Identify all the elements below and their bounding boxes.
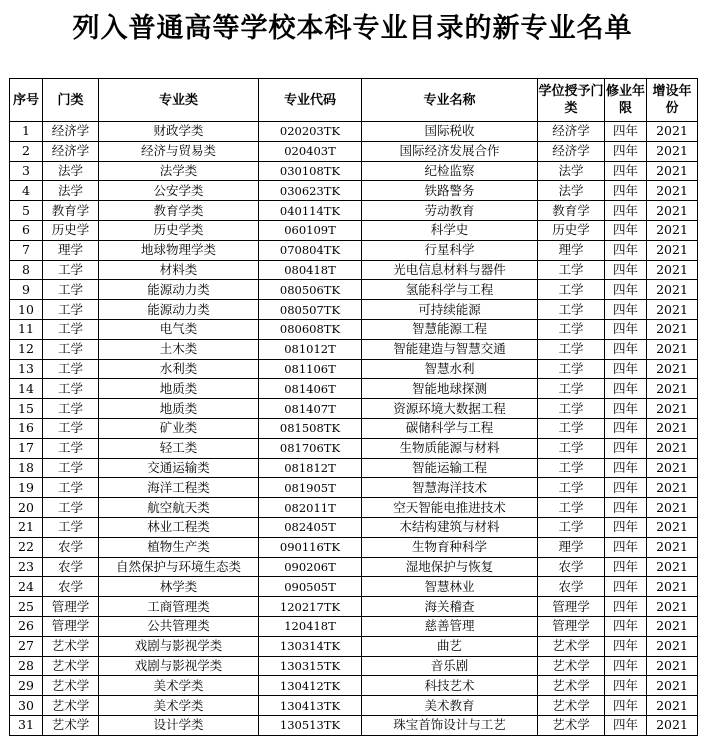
header-duration: 修业年限 <box>605 79 647 122</box>
cell-year-added: 2021 <box>647 181 698 201</box>
cell-major-code: 081106T <box>259 359 362 379</box>
cell-year-added: 2021 <box>647 339 698 359</box>
table-row <box>10 577 698 597</box>
cell-major-code: 090505T <box>259 577 362 597</box>
cell-degree-category: 管理学 <box>538 616 605 636</box>
cell-index: 4 <box>10 181 43 201</box>
cell-degree-category: 工学 <box>538 498 605 518</box>
cell-category: 工学 <box>43 319 99 339</box>
cell-degree-category: 经济学 <box>538 141 605 161</box>
cell-major-code: 080507TK <box>259 300 362 320</box>
cell-major-name: 纪检监察 <box>362 161 538 181</box>
cell-major-name: 国际经济发展合作 <box>362 141 538 161</box>
cell-index: 20 <box>10 498 43 518</box>
table-row <box>10 458 698 478</box>
cell-category: 工学 <box>43 418 99 438</box>
cell-index: 9 <box>10 280 43 300</box>
cell-duration: 四年 <box>605 300 647 320</box>
cell-year-added: 2021 <box>647 359 698 379</box>
cell-year-added: 2021 <box>647 478 698 498</box>
cell-year-added: 2021 <box>647 399 698 419</box>
cell-year-added: 2021 <box>647 141 698 161</box>
cell-major-code: 090206T <box>259 557 362 577</box>
table-row <box>10 597 698 617</box>
cell-duration: 四年 <box>605 597 647 617</box>
header-major-class: 专业类 <box>99 79 259 122</box>
cell-major-class: 工商管理类 <box>99 597 259 617</box>
cell-duration: 四年 <box>605 161 647 181</box>
cell-major-class: 轻工类 <box>99 438 259 458</box>
cell-degree-category: 经济学 <box>538 122 605 142</box>
cell-duration: 四年 <box>605 201 647 221</box>
table-row <box>10 339 698 359</box>
cell-major-name: 智能地球探测 <box>362 379 538 399</box>
cell-degree-category: 历史学 <box>538 220 605 240</box>
cell-major-class: 地质类 <box>99 379 259 399</box>
cell-year-added: 2021 <box>647 280 698 300</box>
table-row <box>10 260 698 280</box>
cell-major-class: 矿业类 <box>99 418 259 438</box>
cell-degree-category: 工学 <box>538 478 605 498</box>
cell-duration: 四年 <box>605 696 647 716</box>
cell-major-name: 曲艺 <box>362 636 538 656</box>
cell-year-added: 2021 <box>647 438 698 458</box>
cell-category: 历史学 <box>43 220 99 240</box>
cell-duration: 四年 <box>605 359 647 379</box>
cell-year-added: 2021 <box>647 577 698 597</box>
cell-major-class: 设计学类 <box>99 715 259 735</box>
cell-duration: 四年 <box>605 220 647 240</box>
cell-category: 法学 <box>43 161 99 181</box>
cell-major-code: 080608TK <box>259 319 362 339</box>
cell-duration: 四年 <box>605 715 647 735</box>
cell-major-code: 081406T <box>259 379 362 399</box>
cell-major-code: 030108TK <box>259 161 362 181</box>
cell-year-added: 2021 <box>647 458 698 478</box>
cell-category: 工学 <box>43 458 99 478</box>
cell-year-added: 2021 <box>647 418 698 438</box>
cell-year-added: 2021 <box>647 319 698 339</box>
cell-duration: 四年 <box>605 517 647 537</box>
cell-category: 理学 <box>43 240 99 260</box>
cell-major-name: 智慧林业 <box>362 577 538 597</box>
cell-degree-category: 理学 <box>538 240 605 260</box>
cell-year-added: 2021 <box>647 656 698 676</box>
cell-major-code: 130412TK <box>259 676 362 696</box>
cell-degree-category: 理学 <box>538 537 605 557</box>
cell-major-class: 能源动力类 <box>99 280 259 300</box>
major-list-table <box>9 78 698 736</box>
cell-index: 1 <box>10 122 43 142</box>
cell-degree-category: 艺术学 <box>538 715 605 735</box>
table-row <box>10 478 698 498</box>
cell-category: 农学 <box>43 577 99 597</box>
cell-major-class: 电气类 <box>99 319 259 339</box>
cell-major-code: 130513TK <box>259 715 362 735</box>
cell-duration: 四年 <box>605 240 647 260</box>
cell-degree-category: 工学 <box>538 517 605 537</box>
cell-major-class: 林学类 <box>99 577 259 597</box>
cell-duration: 四年 <box>605 498 647 518</box>
cell-major-class: 经济与贸易类 <box>99 141 259 161</box>
cell-major-name: 智慧海洋技术 <box>362 478 538 498</box>
header-year-added: 增设年份 <box>647 79 698 122</box>
cell-duration: 四年 <box>605 676 647 696</box>
cell-category: 工学 <box>43 478 99 498</box>
cell-duration: 四年 <box>605 339 647 359</box>
cell-major-name: 科技艺术 <box>362 676 538 696</box>
cell-degree-category: 教育学 <box>538 201 605 221</box>
cell-degree-category: 工学 <box>538 260 605 280</box>
header-category: 门类 <box>43 79 99 122</box>
cell-major-name: 慈善管理 <box>362 616 538 636</box>
cell-index: 10 <box>10 300 43 320</box>
cell-degree-category: 法学 <box>538 181 605 201</box>
table-row <box>10 122 698 142</box>
cell-year-added: 2021 <box>647 498 698 518</box>
cell-index: 30 <box>10 696 43 716</box>
cell-year-added: 2021 <box>647 122 698 142</box>
table-row <box>10 557 698 577</box>
cell-major-code: 081706TK <box>259 438 362 458</box>
cell-index: 28 <box>10 656 43 676</box>
cell-duration: 四年 <box>605 656 647 676</box>
cell-major-code: 081012T <box>259 339 362 359</box>
cell-duration: 四年 <box>605 379 647 399</box>
cell-major-name: 智能建造与智慧交通 <box>362 339 538 359</box>
cell-major-class: 美术学类 <box>99 676 259 696</box>
cell-category: 艺术学 <box>43 676 99 696</box>
cell-major-code: 080506TK <box>259 280 362 300</box>
cell-degree-category: 工学 <box>538 399 605 419</box>
cell-index: 22 <box>10 537 43 557</box>
table-row <box>10 438 698 458</box>
cell-major-class: 地质类 <box>99 399 259 419</box>
table-row <box>10 359 698 379</box>
cell-index: 12 <box>10 339 43 359</box>
cell-duration: 四年 <box>605 616 647 636</box>
cell-major-code: 082405T <box>259 517 362 537</box>
cell-degree-category: 艺术学 <box>538 676 605 696</box>
cell-index: 24 <box>10 577 43 597</box>
cell-category: 经济学 <box>43 141 99 161</box>
cell-major-name: 智慧水利 <box>362 359 538 379</box>
cell-year-added: 2021 <box>647 636 698 656</box>
table-row <box>10 181 698 201</box>
cell-major-class: 法学类 <box>99 161 259 181</box>
cell-degree-category: 工学 <box>538 438 605 458</box>
cell-year-added: 2021 <box>647 537 698 557</box>
cell-year-added: 2021 <box>647 517 698 537</box>
cell-category: 管理学 <box>43 616 99 636</box>
cell-degree-category: 工学 <box>538 418 605 438</box>
cell-degree-category: 工学 <box>538 300 605 320</box>
table-row <box>10 715 698 735</box>
cell-year-added: 2021 <box>647 616 698 636</box>
cell-index: 31 <box>10 715 43 735</box>
cell-major-name: 智慧能源工程 <box>362 319 538 339</box>
cell-index: 14 <box>10 379 43 399</box>
cell-category: 经济学 <box>43 122 99 142</box>
cell-category: 艺术学 <box>43 696 99 716</box>
cell-major-name: 生物质能源与材料 <box>362 438 538 458</box>
cell-major-name: 木结构建筑与材料 <box>362 517 538 537</box>
header-index: 序号 <box>10 79 43 122</box>
cell-major-class: 能源动力类 <box>99 300 259 320</box>
cell-major-name: 资源环境大数据工程 <box>362 399 538 419</box>
cell-degree-category: 工学 <box>538 339 605 359</box>
cell-major-class: 林业工程类 <box>99 517 259 537</box>
cell-major-class: 航空航天类 <box>99 498 259 518</box>
cell-index: 23 <box>10 557 43 577</box>
cell-year-added: 2021 <box>647 557 698 577</box>
table-row <box>10 656 698 676</box>
cell-duration: 四年 <box>605 418 647 438</box>
cell-index: 11 <box>10 319 43 339</box>
cell-duration: 四年 <box>605 478 647 498</box>
table-row <box>10 141 698 161</box>
cell-degree-category: 工学 <box>538 379 605 399</box>
cell-degree-category: 管理学 <box>538 597 605 617</box>
cell-major-name: 铁路警务 <box>362 181 538 201</box>
cell-year-added: 2021 <box>647 220 698 240</box>
cell-category: 工学 <box>43 260 99 280</box>
cell-major-code: 130315TK <box>259 656 362 676</box>
cell-major-code: 082011T <box>259 498 362 518</box>
table-row <box>10 616 698 636</box>
cell-duration: 四年 <box>605 577 647 597</box>
cell-major-name: 碳储科学与工程 <box>362 418 538 438</box>
cell-category: 工学 <box>43 280 99 300</box>
cell-year-added: 2021 <box>647 597 698 617</box>
cell-index: 2 <box>10 141 43 161</box>
cell-category: 艺术学 <box>43 656 99 676</box>
cell-year-added: 2021 <box>647 260 698 280</box>
cell-degree-category: 工学 <box>538 280 605 300</box>
cell-major-code: 070804TK <box>259 240 362 260</box>
cell-degree-category: 农学 <box>538 577 605 597</box>
cell-category: 工学 <box>43 359 99 379</box>
cell-index: 17 <box>10 438 43 458</box>
cell-category: 农学 <box>43 557 99 577</box>
cell-major-code: 130314TK <box>259 636 362 656</box>
header-major-name: 专业名称 <box>362 79 538 122</box>
cell-category: 工学 <box>43 438 99 458</box>
cell-major-code: 040114TK <box>259 201 362 221</box>
cell-year-added: 2021 <box>647 300 698 320</box>
cell-major-class: 教育学类 <box>99 201 259 221</box>
cell-year-added: 2021 <box>647 379 698 399</box>
cell-year-added: 2021 <box>647 161 698 181</box>
cell-duration: 四年 <box>605 122 647 142</box>
cell-duration: 四年 <box>605 557 647 577</box>
cell-category: 农学 <box>43 537 99 557</box>
cell-category: 艺术学 <box>43 636 99 656</box>
cell-degree-category: 艺术学 <box>538 656 605 676</box>
table-row <box>10 399 698 419</box>
table-row <box>10 498 698 518</box>
cell-major-name: 可持续能源 <box>362 300 538 320</box>
table-row <box>10 636 698 656</box>
table-row <box>10 240 698 260</box>
cell-major-code: 120418T <box>259 616 362 636</box>
cell-major-class: 戏剧与影视学类 <box>99 636 259 656</box>
table-header-row <box>10 79 698 122</box>
cell-major-code: 130413TK <box>259 696 362 716</box>
table-row <box>10 300 698 320</box>
cell-year-added: 2021 <box>647 696 698 716</box>
cell-major-name: 空天智能电推进技术 <box>362 498 538 518</box>
cell-index: 13 <box>10 359 43 379</box>
cell-major-name: 生物育种科学 <box>362 537 538 557</box>
cell-degree-category: 工学 <box>538 359 605 379</box>
cell-degree-category: 工学 <box>538 319 605 339</box>
cell-duration: 四年 <box>605 458 647 478</box>
cell-index: 6 <box>10 220 43 240</box>
cell-major-name: 珠宝首饰设计与工艺 <box>362 715 538 735</box>
cell-major-class: 公安学类 <box>99 181 259 201</box>
cell-index: 29 <box>10 676 43 696</box>
page-title: 列入普通高等学校本科专业目录的新专业名单 <box>72 13 633 44</box>
cell-degree-category: 艺术学 <box>538 696 605 716</box>
cell-category: 工学 <box>43 498 99 518</box>
table-row <box>10 280 698 300</box>
table-row <box>10 379 698 399</box>
cell-major-code: 081508TK <box>259 418 362 438</box>
cell-major-code: 081407T <box>259 399 362 419</box>
cell-duration: 四年 <box>605 537 647 557</box>
cell-index: 7 <box>10 240 43 260</box>
cell-major-code: 080418T <box>259 260 362 280</box>
cell-degree-category: 法学 <box>538 161 605 181</box>
cell-major-name: 美术教育 <box>362 696 538 716</box>
cell-index: 19 <box>10 478 43 498</box>
cell-major-name: 国际税收 <box>362 122 538 142</box>
cell-major-class: 土木类 <box>99 339 259 359</box>
cell-major-class: 美术学类 <box>99 696 259 716</box>
cell-index: 5 <box>10 201 43 221</box>
cell-index: 18 <box>10 458 43 478</box>
cell-duration: 四年 <box>605 280 647 300</box>
table-row <box>10 517 698 537</box>
cell-year-added: 2021 <box>647 201 698 221</box>
table-row <box>10 676 698 696</box>
cell-major-code: 030623TK <box>259 181 362 201</box>
cell-major-class: 植物生产类 <box>99 537 259 557</box>
cell-duration: 四年 <box>605 438 647 458</box>
table-row <box>10 418 698 438</box>
cell-degree-category: 农学 <box>538 557 605 577</box>
cell-major-code: 020403T <box>259 141 362 161</box>
cell-major-code: 020203TK <box>259 122 362 142</box>
table-row <box>10 696 698 716</box>
table-row <box>10 220 698 240</box>
cell-index: 26 <box>10 616 43 636</box>
cell-major-name: 智能运输工程 <box>362 458 538 478</box>
cell-index: 25 <box>10 597 43 617</box>
cell-year-added: 2021 <box>647 676 698 696</box>
cell-category: 艺术学 <box>43 715 99 735</box>
cell-degree-category: 工学 <box>538 458 605 478</box>
cell-category: 教育学 <box>43 201 99 221</box>
cell-major-name: 劳动教育 <box>362 201 538 221</box>
cell-major-class: 公共管理类 <box>99 616 259 636</box>
cell-index: 3 <box>10 161 43 181</box>
table-row <box>10 537 698 557</box>
cell-index: 8 <box>10 260 43 280</box>
cell-category: 工学 <box>43 379 99 399</box>
cell-major-name: 氢能科学与工程 <box>362 280 538 300</box>
cell-index: 15 <box>10 399 43 419</box>
cell-index: 27 <box>10 636 43 656</box>
cell-duration: 四年 <box>605 399 647 419</box>
cell-major-class: 戏剧与影视学类 <box>99 656 259 676</box>
header-degree-category: 学位授予门类 <box>538 79 605 122</box>
cell-major-class: 海洋工程类 <box>99 478 259 498</box>
cell-duration: 四年 <box>605 260 647 280</box>
cell-major-class: 财政学类 <box>99 122 259 142</box>
cell-category: 工学 <box>43 339 99 359</box>
header-major-code: 专业代码 <box>259 79 362 122</box>
cell-category: 工学 <box>43 399 99 419</box>
table-row <box>10 319 698 339</box>
cell-duration: 四年 <box>605 319 647 339</box>
cell-major-code: 090116TK <box>259 537 362 557</box>
cell-major-class: 交通运输类 <box>99 458 259 478</box>
cell-year-added: 2021 <box>647 715 698 735</box>
cell-major-code: 060109T <box>259 220 362 240</box>
cell-major-name: 音乐剧 <box>362 656 538 676</box>
table-row <box>10 161 698 181</box>
cell-duration: 四年 <box>605 141 647 161</box>
cell-category: 管理学 <box>43 597 99 617</box>
cell-duration: 四年 <box>605 181 647 201</box>
cell-category: 法学 <box>43 181 99 201</box>
cell-index: 21 <box>10 517 43 537</box>
cell-major-class: 历史学类 <box>99 220 259 240</box>
cell-major-name: 海关稽查 <box>362 597 538 617</box>
cell-major-code: 120217TK <box>259 597 362 617</box>
cell-year-added: 2021 <box>647 240 698 260</box>
cell-major-name: 湿地保护与恢复 <box>362 557 538 577</box>
table-row <box>10 201 698 221</box>
cell-duration: 四年 <box>605 636 647 656</box>
cell-major-name: 行星科学 <box>362 240 538 260</box>
cell-major-code: 081812T <box>259 458 362 478</box>
cell-index: 16 <box>10 418 43 438</box>
cell-major-class: 自然保护与环境生态类 <box>99 557 259 577</box>
cell-major-name: 科学史 <box>362 220 538 240</box>
cell-major-code: 081905T <box>259 478 362 498</box>
cell-major-class: 材料类 <box>99 260 259 280</box>
cell-major-class: 地球物理学类 <box>99 240 259 260</box>
cell-category: 工学 <box>43 517 99 537</box>
cell-degree-category: 艺术学 <box>538 636 605 656</box>
cell-major-name: 光电信息材料与器件 <box>362 260 538 280</box>
cell-major-class: 水利类 <box>99 359 259 379</box>
cell-category: 工学 <box>43 300 99 320</box>
